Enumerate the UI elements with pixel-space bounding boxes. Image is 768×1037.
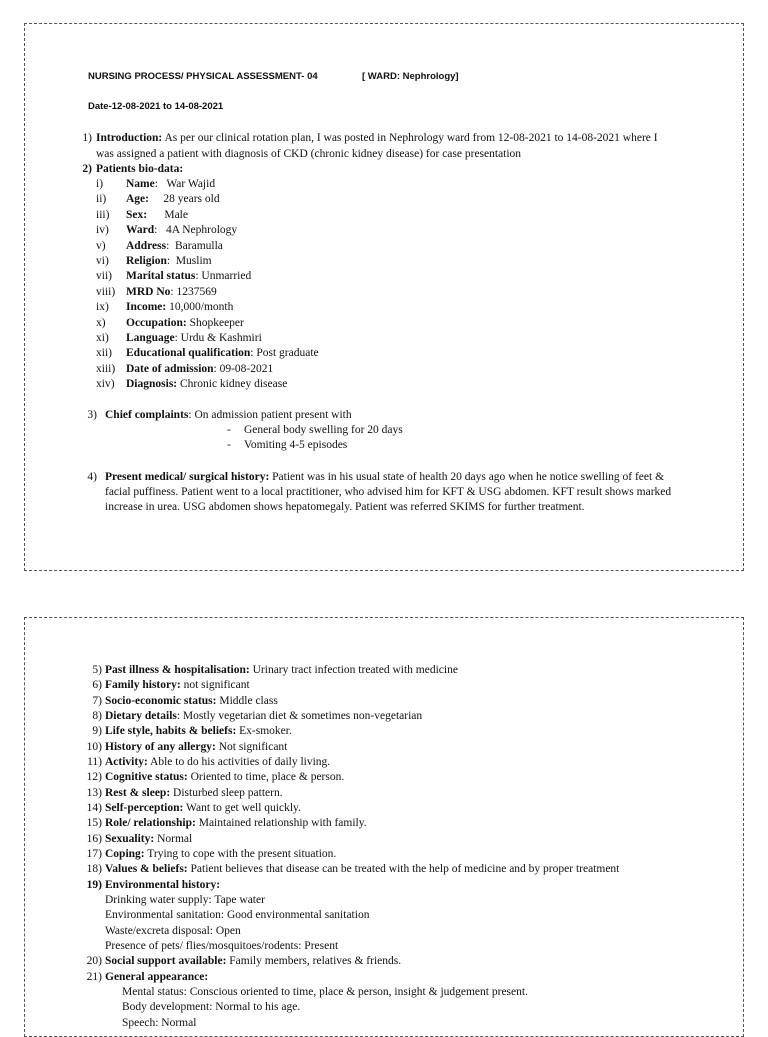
biodata-number: 2): [82, 163, 92, 175]
biodata-item-value: : Muslim: [166, 255, 212, 267]
biodata-item: [126, 300, 233, 314]
assessment-item-label: Coping:: [105, 847, 145, 860]
complaints-label: Chief complaints: [105, 409, 189, 421]
biodata-item-label: Religion: [126, 255, 167, 267]
assessment-item-label: History of any allergy:: [105, 740, 216, 753]
complaints-line: [105, 408, 352, 422]
biodata-item: [126, 269, 251, 283]
assessment-item-number: 7): [92, 694, 102, 707]
biodata-item-label: Date of admission: [126, 362, 214, 375]
assessment-item-value: Patient believes that disease can be treated with the help of medicine and by proper treatment: [187, 863, 620, 876]
social-support-label: Social support available:: [105, 955, 227, 968]
biodata-item-number: xiv): [96, 378, 115, 391]
biodata-item-number: ix): [96, 301, 109, 314]
complaint-item-1: General body swelling for 20 days: [244, 424, 403, 436]
assessment-item-label: Family history:: [105, 679, 181, 692]
environmental-detail: Environmental sanitation: Good environmental sanitation: [105, 909, 370, 922]
assessment-item: [105, 663, 458, 677]
general-appearance-detail: Speech: Normal: [122, 1016, 197, 1029]
assessment-item: [105, 709, 422, 723]
history-text-2: facial puffiness. Patient went to a local practitioner, who advised him for KFT & USG abdomen. KFT result shows marked: [105, 486, 672, 498]
biodata-item-value: Chronic kidney disease: [177, 378, 288, 391]
intro-text-1: As per our clinical rotation plan, I was posted in Nephrology ward from 12-08-2021 to 14-08-2021 where I: [162, 132, 658, 144]
assessment-item-label: Life style, habits & beliefs:: [105, 725, 237, 738]
biodata-item-label: Age:: [126, 193, 149, 206]
assessment-item-number: 12): [86, 771, 102, 784]
intro-label: Introduction:: [96, 132, 163, 144]
biodata-item-number: iii): [96, 208, 110, 221]
history-number: 4): [87, 471, 97, 483]
biodata-heading: [96, 162, 183, 176]
assessment-item: [105, 801, 301, 815]
history-text-3: increase in urea. USG abdomen shows hepatomegaly. Patient was referred SKIMS for further treatment.: [105, 501, 585, 513]
biodata-item-number: v): [96, 239, 106, 252]
assessment-item-label: Rest & sleep:: [105, 786, 171, 799]
assessment-item-value: Disturbed sleep pattern.: [170, 786, 283, 799]
social-support-number: 20): [86, 955, 102, 968]
biodata-item-number: iv): [96, 224, 109, 237]
biodata-item-label: Diagnosis:: [126, 378, 178, 391]
environmental-history-number: 19): [86, 878, 102, 891]
biodata-item-value: : Unmarried: [195, 270, 252, 283]
biodata-label: Patients bio-data:: [96, 163, 184, 175]
complaint-bullet-1: -: [227, 424, 231, 436]
assessment-item-label: Socio-economic status:: [105, 694, 217, 707]
history-text-1: Patient was in his usual state of health 20 days ago when he notice swelling of feet &: [269, 471, 665, 483]
environmental-detail: Presence of pets/ flies/mosquitoes/rodents: Present: [105, 939, 339, 952]
complaint-bullet-2: -: [227, 439, 231, 451]
assessment-item-number: 18): [86, 863, 102, 876]
biodata-item: [126, 346, 319, 360]
general-appearance-detail: Body development: Normal to his age.: [122, 1001, 301, 1014]
biodata-item-value: Shopkeeper: [186, 316, 244, 329]
assessment-item-label: Dietary details: [105, 709, 177, 722]
biodata-item: [126, 377, 287, 391]
assessment-item-label: Sexuality:: [105, 832, 155, 845]
intro-line-1: [96, 131, 658, 145]
assessment-item: [105, 740, 287, 754]
biodata-item-label: Ward: [126, 224, 155, 237]
biodata-item-value: 10,000/month: [166, 301, 234, 314]
environmental-detail: Drinking water supply: Tape water: [105, 893, 265, 906]
biodata-item: [126, 208, 188, 222]
biodata-item-label: MRD No: [126, 285, 171, 298]
biodata-item-value: : Urdu & Kashmiri: [174, 332, 262, 344]
assessment-item: [105, 832, 192, 846]
biodata-item-value: : 09-08-2021: [213, 362, 274, 375]
biodata-item-label: Address: [126, 239, 167, 252]
assessment-item-label: Cognitive status:: [105, 771, 188, 784]
assessment-item-value: Able to do his activities of daily living.: [147, 755, 331, 768]
biodata-item-value: : 1237569: [170, 285, 217, 298]
biodata-item-number: viii): [96, 285, 116, 298]
history-line-1: [105, 470, 664, 484]
assessment-item-label: Past illness & hospitalisation:: [105, 664, 250, 676]
biodata-item-value: 28 years old: [149, 193, 220, 206]
biodata-item-value: : War Wajid: [154, 178, 216, 190]
biodata-item: [126, 177, 215, 191]
biodata-item-value: : Post graduate: [250, 347, 319, 360]
ward-label: [ WARD: Nephrology]: [362, 71, 459, 82]
biodata-item-label: Language: [126, 332, 175, 344]
assessment-item-value: Ex-smoker.: [236, 725, 292, 738]
assessment-item: [105, 862, 619, 876]
assessment-item-label: Activity:: [105, 755, 148, 768]
assessment-item-value: : Mostly vegetarian diet & sometimes non-vegetarian: [176, 709, 423, 722]
assessment-item: [105, 786, 283, 800]
assessment-item-number: 5): [92, 664, 102, 676]
intro-number: 1): [82, 132, 92, 144]
assessment-item-number: 8): [92, 709, 102, 722]
complaints-number: 3): [87, 409, 97, 421]
biodata-item-number: xii): [96, 347, 112, 360]
biodata-item-label: Name: [126, 178, 155, 190]
assessment-item: [105, 755, 330, 769]
biodata-item: [126, 285, 217, 299]
assessment-item-number: 17): [86, 847, 102, 860]
environmental-history: [105, 878, 220, 892]
assessment-item-number: 14): [86, 801, 102, 814]
general-appearance: [105, 970, 208, 984]
environmental-detail: Waste/excreta disposal: Open: [105, 924, 241, 937]
assessment-item-number: 9): [92, 725, 102, 738]
biodata-item: [126, 239, 223, 253]
biodata-item-value: : Baramulla: [166, 239, 223, 252]
assessment-item-value: not significant: [180, 679, 250, 692]
assessment-item: [105, 694, 278, 708]
biodata-item-label: Occupation:: [126, 316, 187, 329]
assessment-item-number: 13): [86, 786, 102, 799]
assessment-item-label: Role/ relationship:: [105, 817, 196, 830]
assessment-item-label: Self-perception:: [105, 801, 184, 814]
assessment-item-number: 11): [87, 755, 102, 768]
assessment-item-number: 10): [86, 740, 102, 753]
assessment-item-value: Normal: [154, 832, 193, 845]
biodata-item-value: : 4A Nephrology: [154, 224, 238, 237]
biodata-item-label: Sex:: [126, 208, 148, 221]
social-support-value: Family members, relatives & friends.: [226, 955, 402, 968]
assessment-item-number: 16): [86, 832, 102, 845]
biodata-item: [126, 331, 262, 345]
assessment-item-number: 15): [86, 817, 102, 830]
assessment-item-value: Want to get well quickly.: [183, 801, 301, 814]
assessment-item-value: Not significant: [215, 740, 288, 753]
assessment-item-value: Urinary tract infection treated with medicine: [249, 664, 458, 676]
assessment-item-label: Values & beliefs:: [105, 863, 188, 876]
general-appearance-number: 21): [86, 970, 102, 983]
biodata-item-label: Income:: [126, 301, 167, 314]
assessment-item: [105, 816, 367, 830]
biodata-item: [126, 362, 273, 376]
assessment-item-value: Middle class: [216, 694, 278, 707]
biodata-item-label: Marital status: [126, 270, 196, 283]
biodata-item: [126, 192, 220, 206]
biodata-item-number: xiii): [96, 362, 116, 375]
biodata-item-value: Male: [147, 208, 188, 221]
biodata-item-number: x): [96, 316, 106, 329]
biodata-item: [126, 223, 237, 237]
biodata-item-number: vii): [96, 270, 112, 283]
general-appearance-label: General appearance:: [105, 970, 209, 983]
assessment-item-value: Maintained relationship with family.: [195, 817, 367, 830]
intro-text-2: was assigned a patient with diagnosis of CKD (chronic kidney disease) for case presentation: [96, 148, 522, 160]
assessment-item-value: Trying to cope with the present situation.: [144, 847, 337, 860]
complaints-text: : On admission patient present with: [188, 409, 352, 421]
biodata-item-number: xi): [96, 332, 109, 344]
environmental-history-label: Environmental history:: [105, 878, 221, 891]
assessment-item: [105, 847, 336, 861]
history-label: Present medical/ surgical history:: [105, 471, 270, 483]
date-range: Date-12-08-2021 to 14-08-2021: [88, 101, 224, 112]
biodata-item-label: Educational qualification: [126, 347, 251, 360]
biodata-item: [126, 254, 212, 268]
biodata-item-number: ii): [96, 193, 107, 206]
biodata-item-number: vi): [96, 255, 109, 267]
assessment-item: [105, 770, 344, 784]
document-title: NURSING PROCESS/ PHYSICAL ASSESSMENT- 04: [88, 71, 318, 82]
general-appearance-detail: Mental status: Conscious oriented to time, place & person, insight & judgement present.: [122, 985, 528, 998]
assessment-item-value: Oriented to time, place & person.: [187, 771, 345, 784]
biodata-item-number: i): [96, 178, 104, 190]
assessment-item-number: 6): [92, 679, 102, 692]
assessment-item: [105, 678, 250, 692]
complaint-item-2: Vomiting 4-5 episodes: [244, 439, 348, 451]
assessment-item: [105, 724, 292, 738]
biodata-item: [126, 316, 244, 330]
social-support: [105, 954, 401, 968]
